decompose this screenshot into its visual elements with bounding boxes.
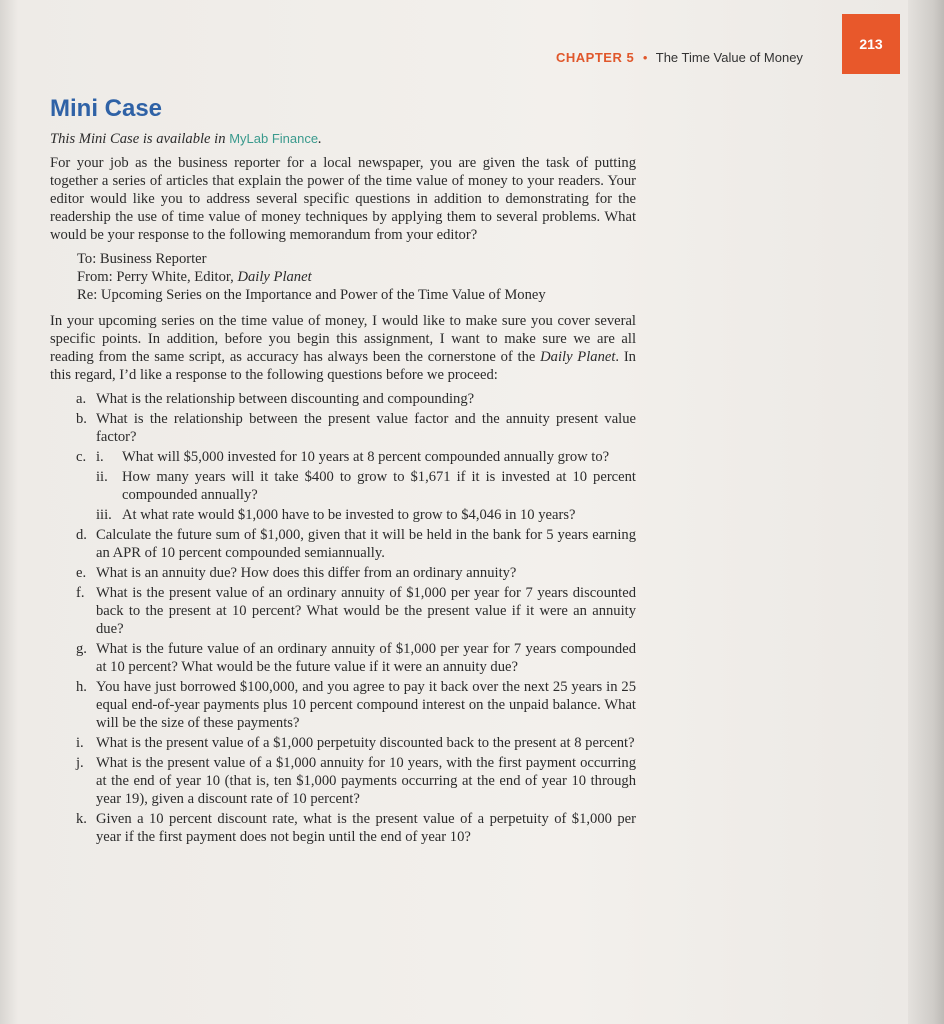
question-c [50,448,636,524]
header-bullet: • [642,50,648,65]
availability-prefix: This Mini Case is available in [50,131,230,147]
question-marker: c. [76,449,87,465]
question-list [50,390,636,846]
subquestion-text: What will $5,000 invested for 10 years at 8 percent compounded annually grow to? [122,449,610,465]
subquestion-marker: i. [96,449,104,465]
question-b [50,410,636,446]
memo-body-paper: Daily Planet [540,349,616,365]
question-marker: d. [76,527,87,543]
memo-body-part1: In your upcoming series on the time value of money, I would like to make sure you cover several specific points. In addition, before you begin this assignment, I want to make sure we are all reading from the same script, as accuracy has always been the cornerstone of the [50,313,636,365]
question-text: What is the future value of an ordinary annuity of $1,000 per year for 7 years compounded at 10 percent? What would be the future value if it were an annuity due? [96,641,636,675]
subquestion-text: How many years will it take $400 to grow to $1,671 if it is invested at 10 percent compounded annually? [122,469,636,503]
page-number: 213 [859,36,883,52]
question-text: What is the present value of a $1,000 annuity for 10 years, with the first payment occurring at the end of year 10 (that is, ten $1,000 payments occurring at the end of year 10 through year 19), given a discount rate of 10 percent? [96,755,636,807]
subquestion-marker: ii. [96,469,108,485]
question-text: Given a 10 percent discount rate, what is the present value of a perpetuity of $1,000 per year if the first payment does not begin until the end of year 10? [96,811,636,845]
question-k [50,810,636,846]
question-marker: e. [76,565,87,581]
chapter-label: CHAPTER 5 [556,50,635,65]
question-text: You have just borrowed $100,000, and you agree to pay it back over the next 25 years in 25 equal end-of-year payments plus 10 percent compound interest on the unpaid balance. What will be the size of these payments? [96,679,636,731]
running-header [556,50,803,65]
question-marker: h. [76,679,87,695]
question-e [50,564,636,582]
memo-body-part2: . In this regard, I’d like a response to the following questions before we proceed: [50,349,636,383]
question-text: Calculate the future sum of $1,000, given that it will be held in the bank for 5 years earning an APR of 10 percent compounded semiannually. [96,527,636,561]
memo-to: To: Business Reporter [77,251,207,267]
memo-re: Re: Upcoming Series on the Importance and Power of the Time Value of Money [77,287,546,303]
question-h [50,678,636,732]
question-text: What is the relationship between discounting and compounding? [96,391,475,407]
question-j [50,754,636,808]
memo-from-paper: Daily Planet [237,269,312,285]
memo-body [50,312,636,384]
question-f [50,584,636,638]
intro-paragraph: For your job as the business reporter for a local newspaper, you are given the task of putting together a series of articles that explain the power of the time value of money to your readers. Your editor would like you to address several specific questions in addition to demonstrating for the readership the use of time value of money techniques by applying them to several problems. What would be your response to the following memorandum from your editor? [50,155,636,243]
subquestion-marker: iii. [96,507,112,523]
question-marker: j. [76,755,84,771]
mylab-link: MyLab Finance [229,131,319,146]
question-marker: k. [76,811,87,827]
page-number-tab [842,14,900,74]
question-c-iii [96,506,636,524]
question-g [50,640,636,676]
subquestion-text: At what rate would $1,000 have to be invested to grow to $4,046 in 10 years? [122,507,576,523]
question-marker: a. [76,391,87,407]
availability-suffix: . [318,131,322,147]
question-c-ii [96,468,636,504]
question-marker: i. [76,735,84,751]
memo-header [77,250,636,304]
question-d [50,526,636,562]
question-marker: g. [76,641,87,657]
page-edge-shadow [908,0,944,1024]
memo-from-prefix: From: Perry White, Editor, [77,269,238,285]
question-marker: b. [76,411,87,427]
question-c-subparts [96,448,636,524]
question-text: What is the relationship between the present value factor and the annuity present value factor? [96,411,636,445]
question-text: What is an annuity due? How does this differ from an ordinary annuity? [96,565,517,581]
section-heading: Mini Case [50,95,163,122]
availability-note [50,130,636,148]
question-text: What is the present value of a $1,000 perpetuity discounted back to the present at 8 percent? [96,735,635,751]
mini-case-content [50,95,636,848]
question-text: What is the present value of an ordinary annuity of $1,000 per year for 7 years discounted back to the present at 10 percent? What would be the present value if it were an annuity due? [96,585,636,637]
memo-from [77,268,636,286]
question-marker: f. [76,585,85,601]
question-c-i [96,448,636,466]
question-a [50,390,636,408]
question-i [50,734,636,752]
chapter-title: The Time Value of Money [655,50,803,65]
